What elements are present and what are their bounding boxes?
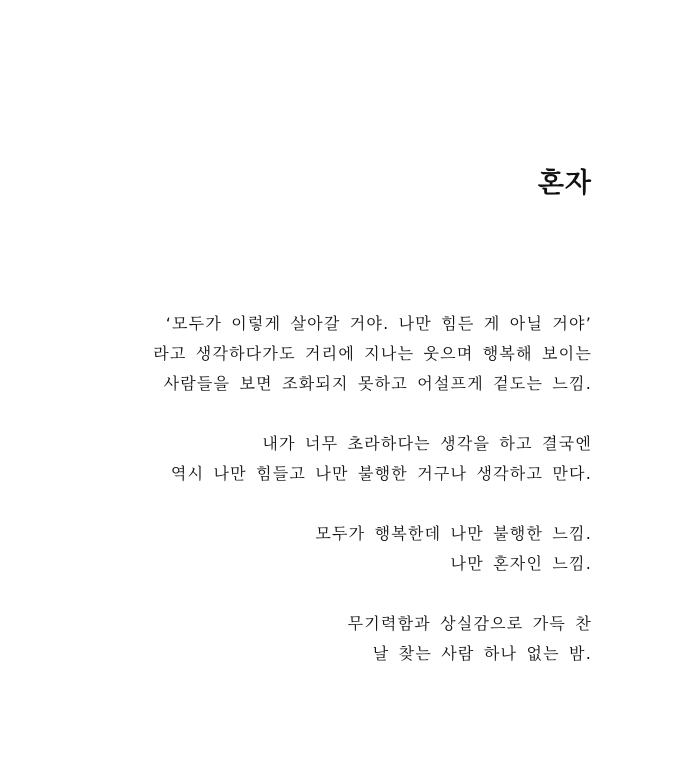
poem-line: 무기력함과 상실감으로 가득 찬 — [347, 614, 592, 633]
poem-line: 나만 혼자인 느낌. — [450, 554, 592, 573]
poem-body — [32, 309, 592, 669]
poem-line: ‘모두가 이렇게 살아갈 거야. 나만 힘든 게 아닐 거야’ — [165, 314, 592, 333]
poem-title: 혼자 — [537, 168, 592, 199]
poem-line: 역시 나만 힘들고 나만 불행한 거구나 생각하고 만다. — [170, 464, 592, 483]
poem-line: 날 찾는 사람 하나 없는 밤. — [372, 644, 592, 663]
poem-line: 사람들을 보면 조화되지 못하고 어설프게 겉도는 느낌. — [163, 374, 592, 393]
stanza-gap — [32, 579, 592, 609]
stanza-4 — [32, 609, 592, 669]
poem-line: 라고 생각하다가도 거리에 지나는 웃으며 행복해 보이는 — [153, 344, 592, 363]
stanza-1 — [32, 309, 592, 399]
stanza-gap — [32, 489, 592, 519]
stanza-3 — [32, 519, 592, 579]
poem-line: 내가 너무 초라하다는 생각을 하고 결국엔 — [262, 434, 592, 453]
poem-line: 모두가 행복한데 나만 불행한 느낌. — [315, 524, 592, 543]
stanza-2 — [32, 429, 592, 489]
stanza-gap — [32, 399, 592, 429]
